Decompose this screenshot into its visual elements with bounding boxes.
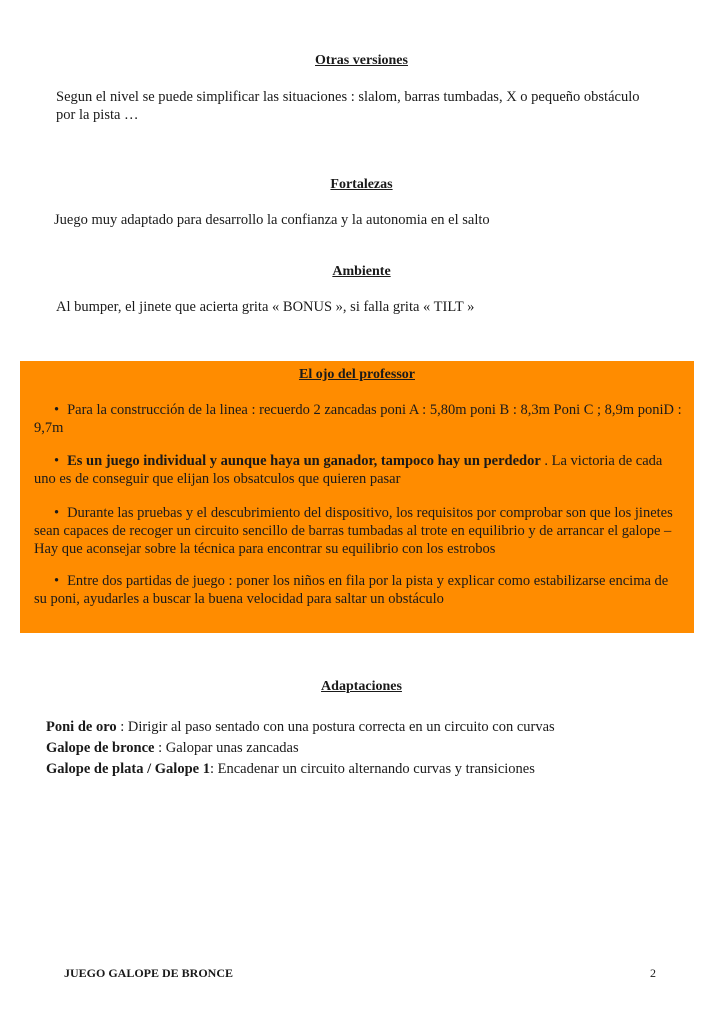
professor-box	[20, 361, 694, 633]
bullet-icon: •	[54, 573, 60, 589]
professor-heading: El ojo del professor	[298, 367, 415, 382]
fortalezas-heading: Fortalezas	[330, 177, 393, 192]
adaptacion-poni-de-oro	[46, 717, 555, 737]
bullet-icon: •	[54, 402, 60, 418]
ambiente-text: Al bumper, el jinete que acierta grita « BONUS », si falla grita « TILT »	[56, 299, 475, 315]
otras-versiones-heading: Otras versiones	[315, 53, 408, 68]
page-number: 2	[650, 966, 656, 980]
otras-versiones-line-2: por la pista …	[56, 107, 139, 123]
adaptacion-galope-de-plata	[46, 759, 535, 779]
adaptacion-galope-de-bronce	[46, 738, 299, 758]
adaptacion-3-label: Galope de plata / Galope 1	[46, 761, 210, 777]
professor-item-2	[34, 452, 684, 488]
bullet-icon: •	[54, 505, 60, 521]
professor-item-1-text: Para la construcción de la linea : recuerdo 2 zancadas poni A : 5,80m poni B : 8,3m Poni C ; 8,9m poniD : 9,7m	[34, 402, 682, 436]
professor-item-3-text: Durante las pruebas y el descubrimiento del dispositivo, los requisitos por comprobar son que los jinetes sean capaces de recoger un circuito sencillo de barras tumbadas al trote en equilibrio y de arrancar el galope – Hay que aconsejar sobre la técnica para encontrar su equilibrio con los estrobos	[34, 505, 673, 557]
professor-item-3	[34, 504, 684, 558]
professor-item-1	[34, 401, 684, 437]
ambiente-heading: Ambiente	[332, 264, 391, 279]
adaptacion-3-text: : Encadenar un circuito alternando curvas y transiciones	[209, 761, 535, 777]
professor-item-4-text: Entre dos partidas de juego : poner los niños en fila por la pista y explicar como estabilizarse encima de su poni, ayudarles a buscar la buena velocidad para saltar un obstáculo	[34, 573, 669, 607]
otras-versiones-line-1: Segun el nivel se puede simplificar las situaciones : slalom, barras tumbadas, X o pequeño obstáculo	[56, 89, 640, 105]
adaptacion-1-text: : Dirigir al paso sentado con una postura correcta en un circuito con curvas	[116, 719, 555, 735]
adaptaciones-heading: Adaptaciones	[321, 679, 402, 694]
professor-item-2-bold: Es un juego individual y aunque haya un ganador, tampoco hay un perdedor	[67, 453, 541, 469]
adaptacion-2-label: Galope de bronce	[46, 740, 155, 756]
fortalezas-text: Juego muy adaptado para desarrollo la confianza y la autonomia en el salto	[54, 212, 490, 228]
adaptacion-1-label: Poni de oro	[46, 719, 117, 735]
footer-title: JUEGO GALOPE DE BRONCE	[64, 966, 234, 980]
adaptacion-2-text: : Galopar unas zancadas	[154, 740, 299, 756]
professor-item-2-text: . La victoria de cada uno es de conseguir que elijan los obsatculos que quieren pasar	[34, 453, 663, 487]
bullet-icon: •	[54, 453, 60, 469]
professor-item-4	[34, 572, 684, 608]
